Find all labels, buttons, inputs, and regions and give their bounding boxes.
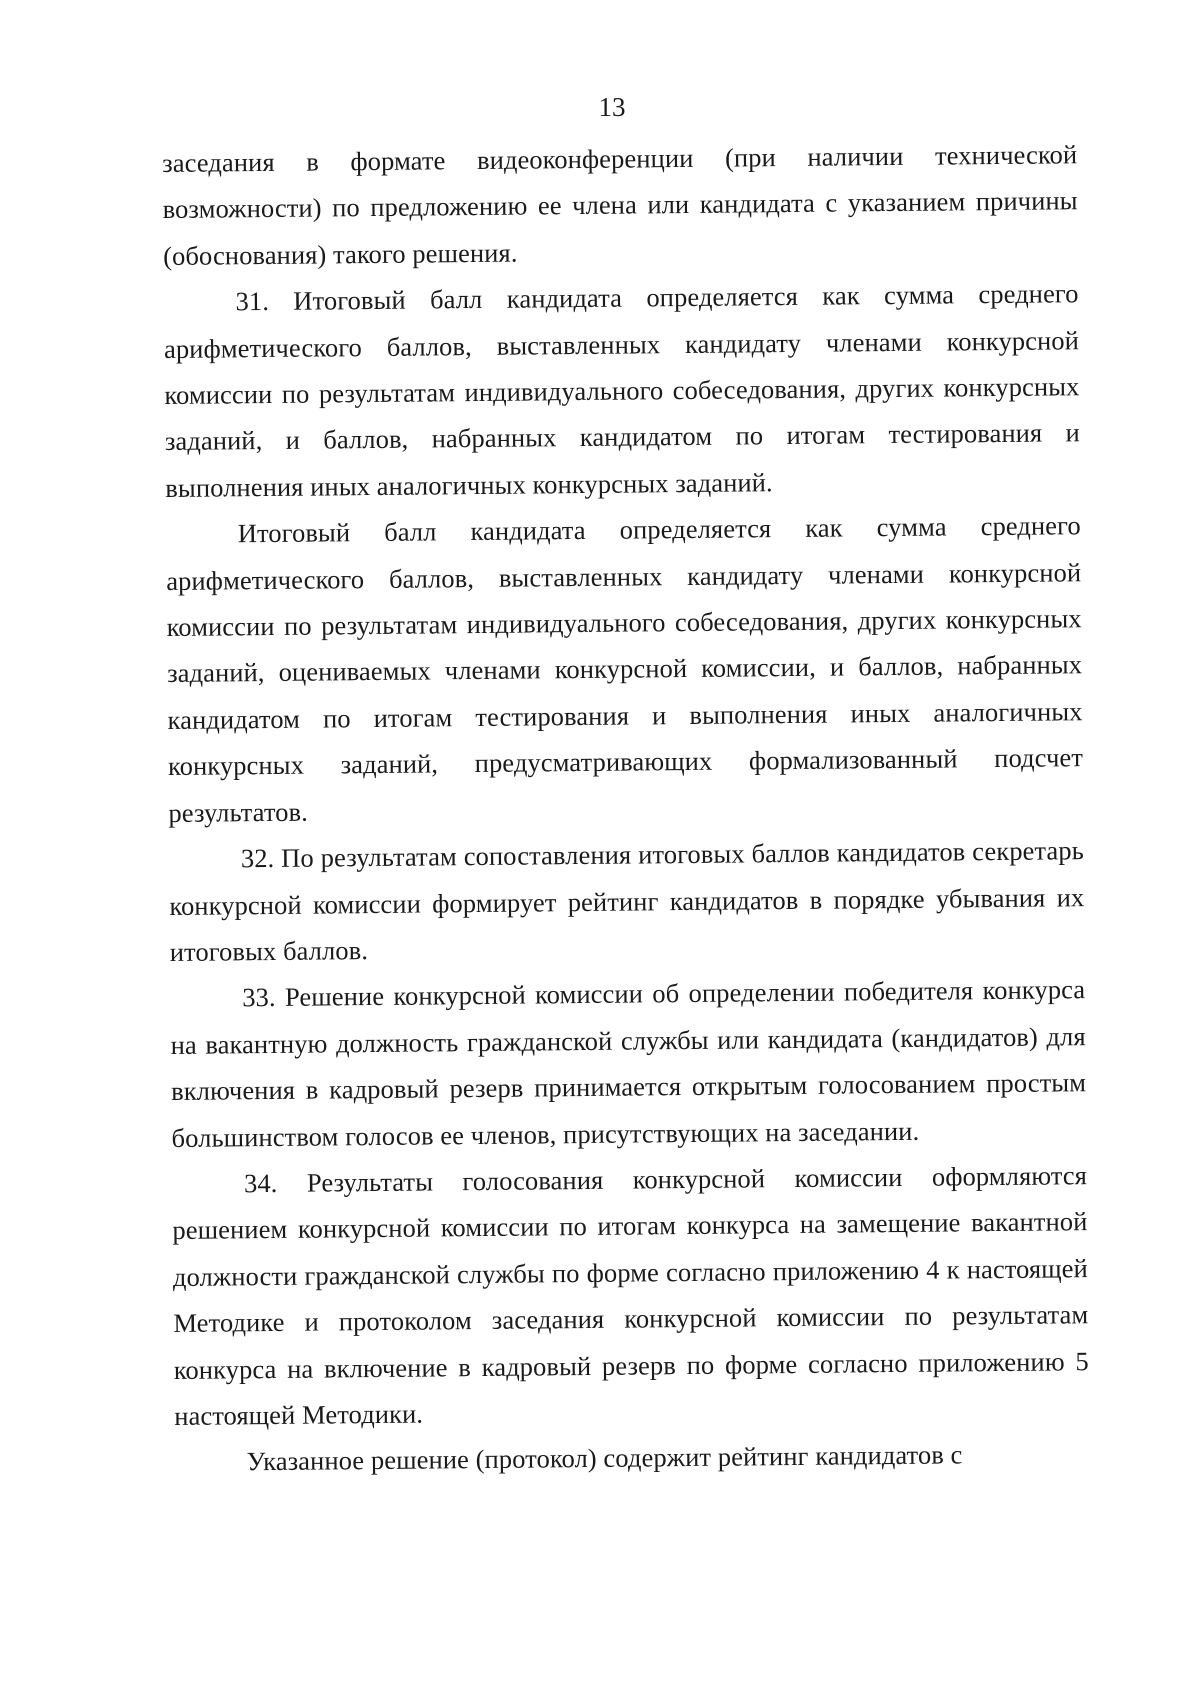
paragraph-34: 34. Результаты голосования конкурсной комиссии оформляются решением конкурсной комиссии по итогам конкурса на замещение вакантной должности гражданской службы по форме согласно приложению 4 к настоящей Методике и протоколом заседания конкурсной комиссии по результатам конкурса на включение в кадровый резерв по форме согласно приложению 5 настоящей Методики. <box>172 1160 1089 1431</box>
paragraph-31: 31. Итоговый балл кандидата определяется как сумма среднего арифметического баллов, выставленных кандидату членами конкурсной комиссии по результатам индивидуального собеседования, других конкурсных заданий, и баллов, набранных кандидатом по итогам тестирования и выполнения иных аналогичных конкурсных заданий. <box>163 278 1080 503</box>
document-body <box>162 131 1090 1486</box>
paragraph-33: 33. Решение конкурсной комиссии об определении победителя конкурса на вакантную должность гражданской службы или кандидата (кандидатов) для включения в кадровый резерв принимается открытым голосованием простым большинством голосов ее членов, присутствующих на заседании. <box>170 974 1087 1153</box>
paragraph-32: 32. По результатам сопоставления итоговых баллов кандидатов секретарь конкурсной комиссии формирует рейтинг кандидатов в порядке убывания их итоговых баллов. <box>169 835 1085 967</box>
paragraph-31-amendment: Итоговый балл кандидата определяется как сумма среднего арифметического баллов, выставленных кандидату членами конкурсной комиссии по результатам индивидуального собеседования, других конкурсных заданий, оцениваемых членами конкурсной комиссии, и баллов, набранных кандидатом по итогам тестирования и выполнения иных аналогичных конкурсных заданий, предусматривающих формализованный подсчет результатов. <box>166 510 1084 828</box>
page-number: 13 <box>598 92 626 122</box>
paragraph-34-decision: Указанное решение (протокол) содержит рейтинг кандидатов с <box>246 1439 963 1477</box>
paragraph-continuation: заседания в формате видеоконференции (при наличии технической возможности) по предложению ее члена или кандидата с указанием причины (обоснования) такого решения. <box>162 139 1078 271</box>
